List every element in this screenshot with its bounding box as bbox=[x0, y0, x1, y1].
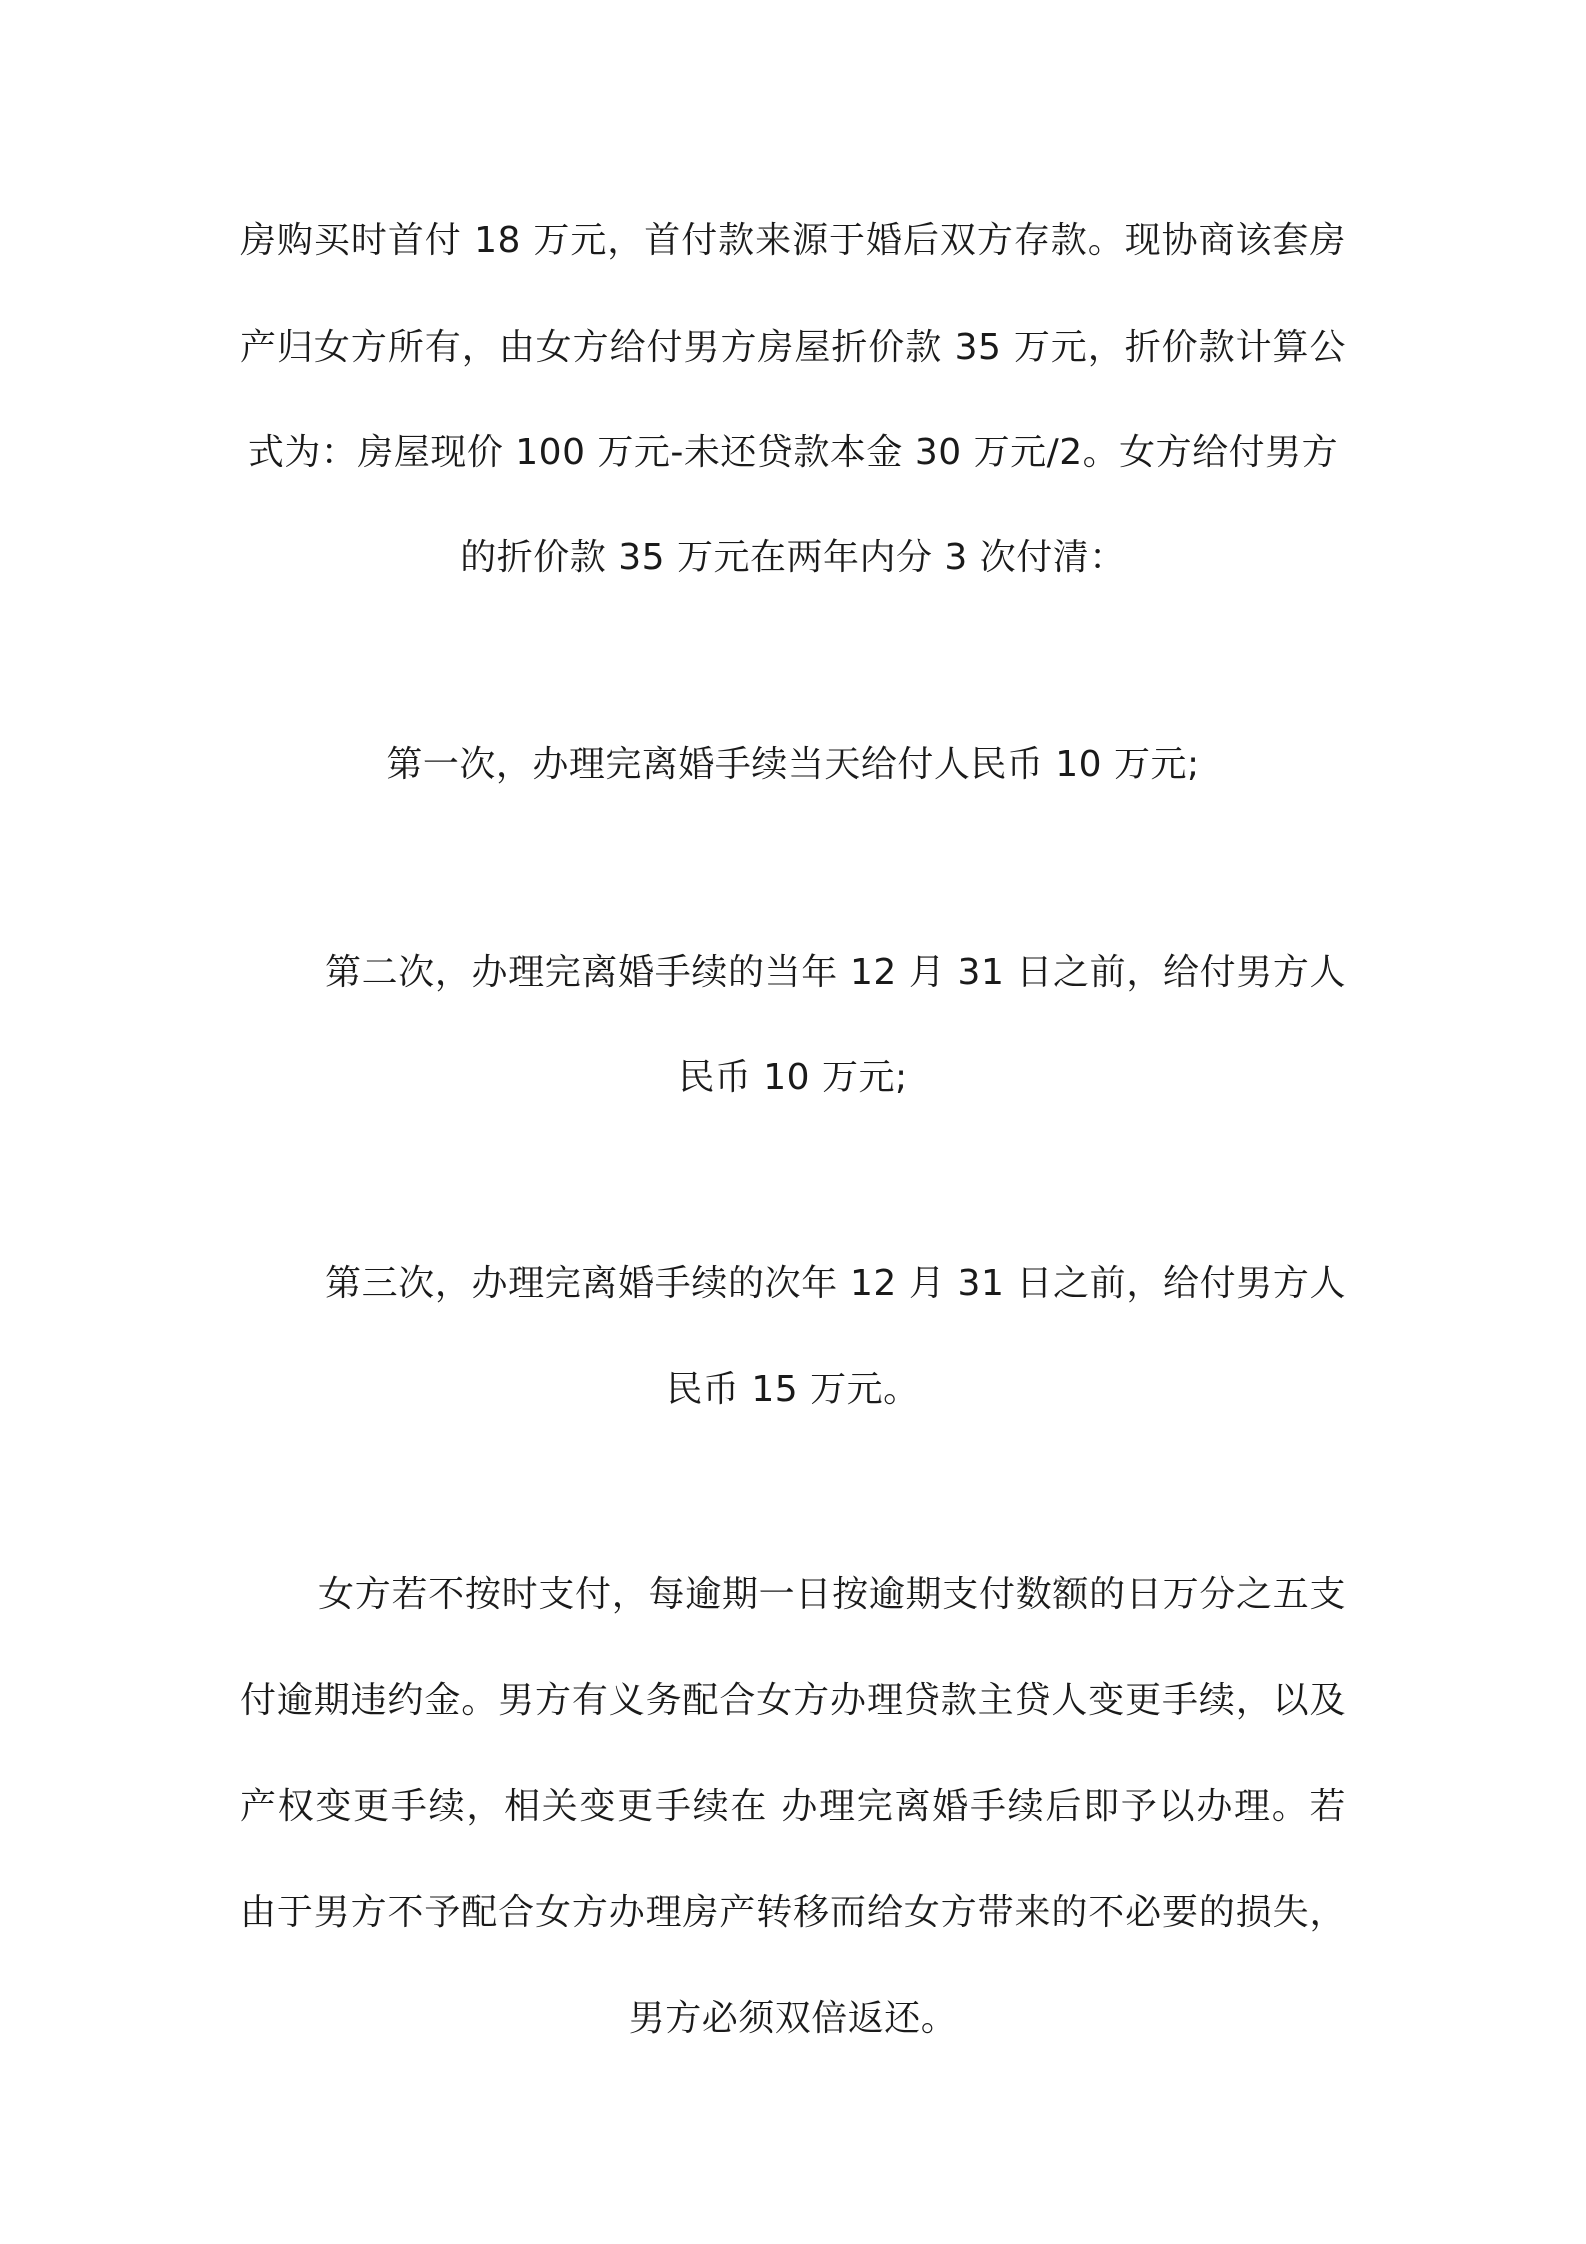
payment-3-line-1: 第三次，办理完离婚手续的次年 12 月 31 日之前，给付男方人 bbox=[325, 1263, 1346, 1304]
paragraph-2-line-5: 男方必须双倍返还。 bbox=[628, 1998, 958, 2039]
payment-2-line-2: 民币 10 万元; bbox=[678, 1057, 908, 1098]
paragraph-1-line-2: 产归女方所有，由女方给付男方房屋折价款 35 万元，折价款计算公 bbox=[240, 327, 1346, 368]
payment-1-line-1: 第一次，办理完离婚手续当天给付人民币 10 万元; bbox=[386, 744, 1200, 785]
payment-2-line-1: 第二次，办理完离婚手续的当年 12 月 31 日之前，给付男方人 bbox=[325, 952, 1346, 993]
paragraph-2-line-3: 产权变更手续，相关变更手续在 办理完离婚手续后即予以办理。若 bbox=[240, 1786, 1346, 1827]
paragraph-2-line-2: 付逾期违约金。男方有义务配合女方办理贷款主贷人变更手续，以及 bbox=[240, 1680, 1346, 1721]
payment-3-line-2: 民币 15 万元。 bbox=[666, 1369, 920, 1410]
paragraph-2-line-1: 女方若不按时支付，每逾期一日按逾期支付数额的日万分之五支 bbox=[318, 1574, 1346, 1615]
paragraph-2-line-4: 由于男方不予配合女方办理房产转移而给女方带来的不必要的损失， bbox=[240, 1892, 1346, 1933]
paragraph-1-line-3: 式为：房屋现价 100 万元-未还贷款本金 30 万元/2。女方给付男方 bbox=[247, 432, 1339, 473]
paragraph-1-line-1: 房购买时首付 18 万元，首付款来源于婚后双方存款。现协商该套房 bbox=[240, 220, 1346, 261]
paragraph-1-line-4: 的折价款 35 万元在两年内分 3 次付清： bbox=[460, 537, 1126, 578]
